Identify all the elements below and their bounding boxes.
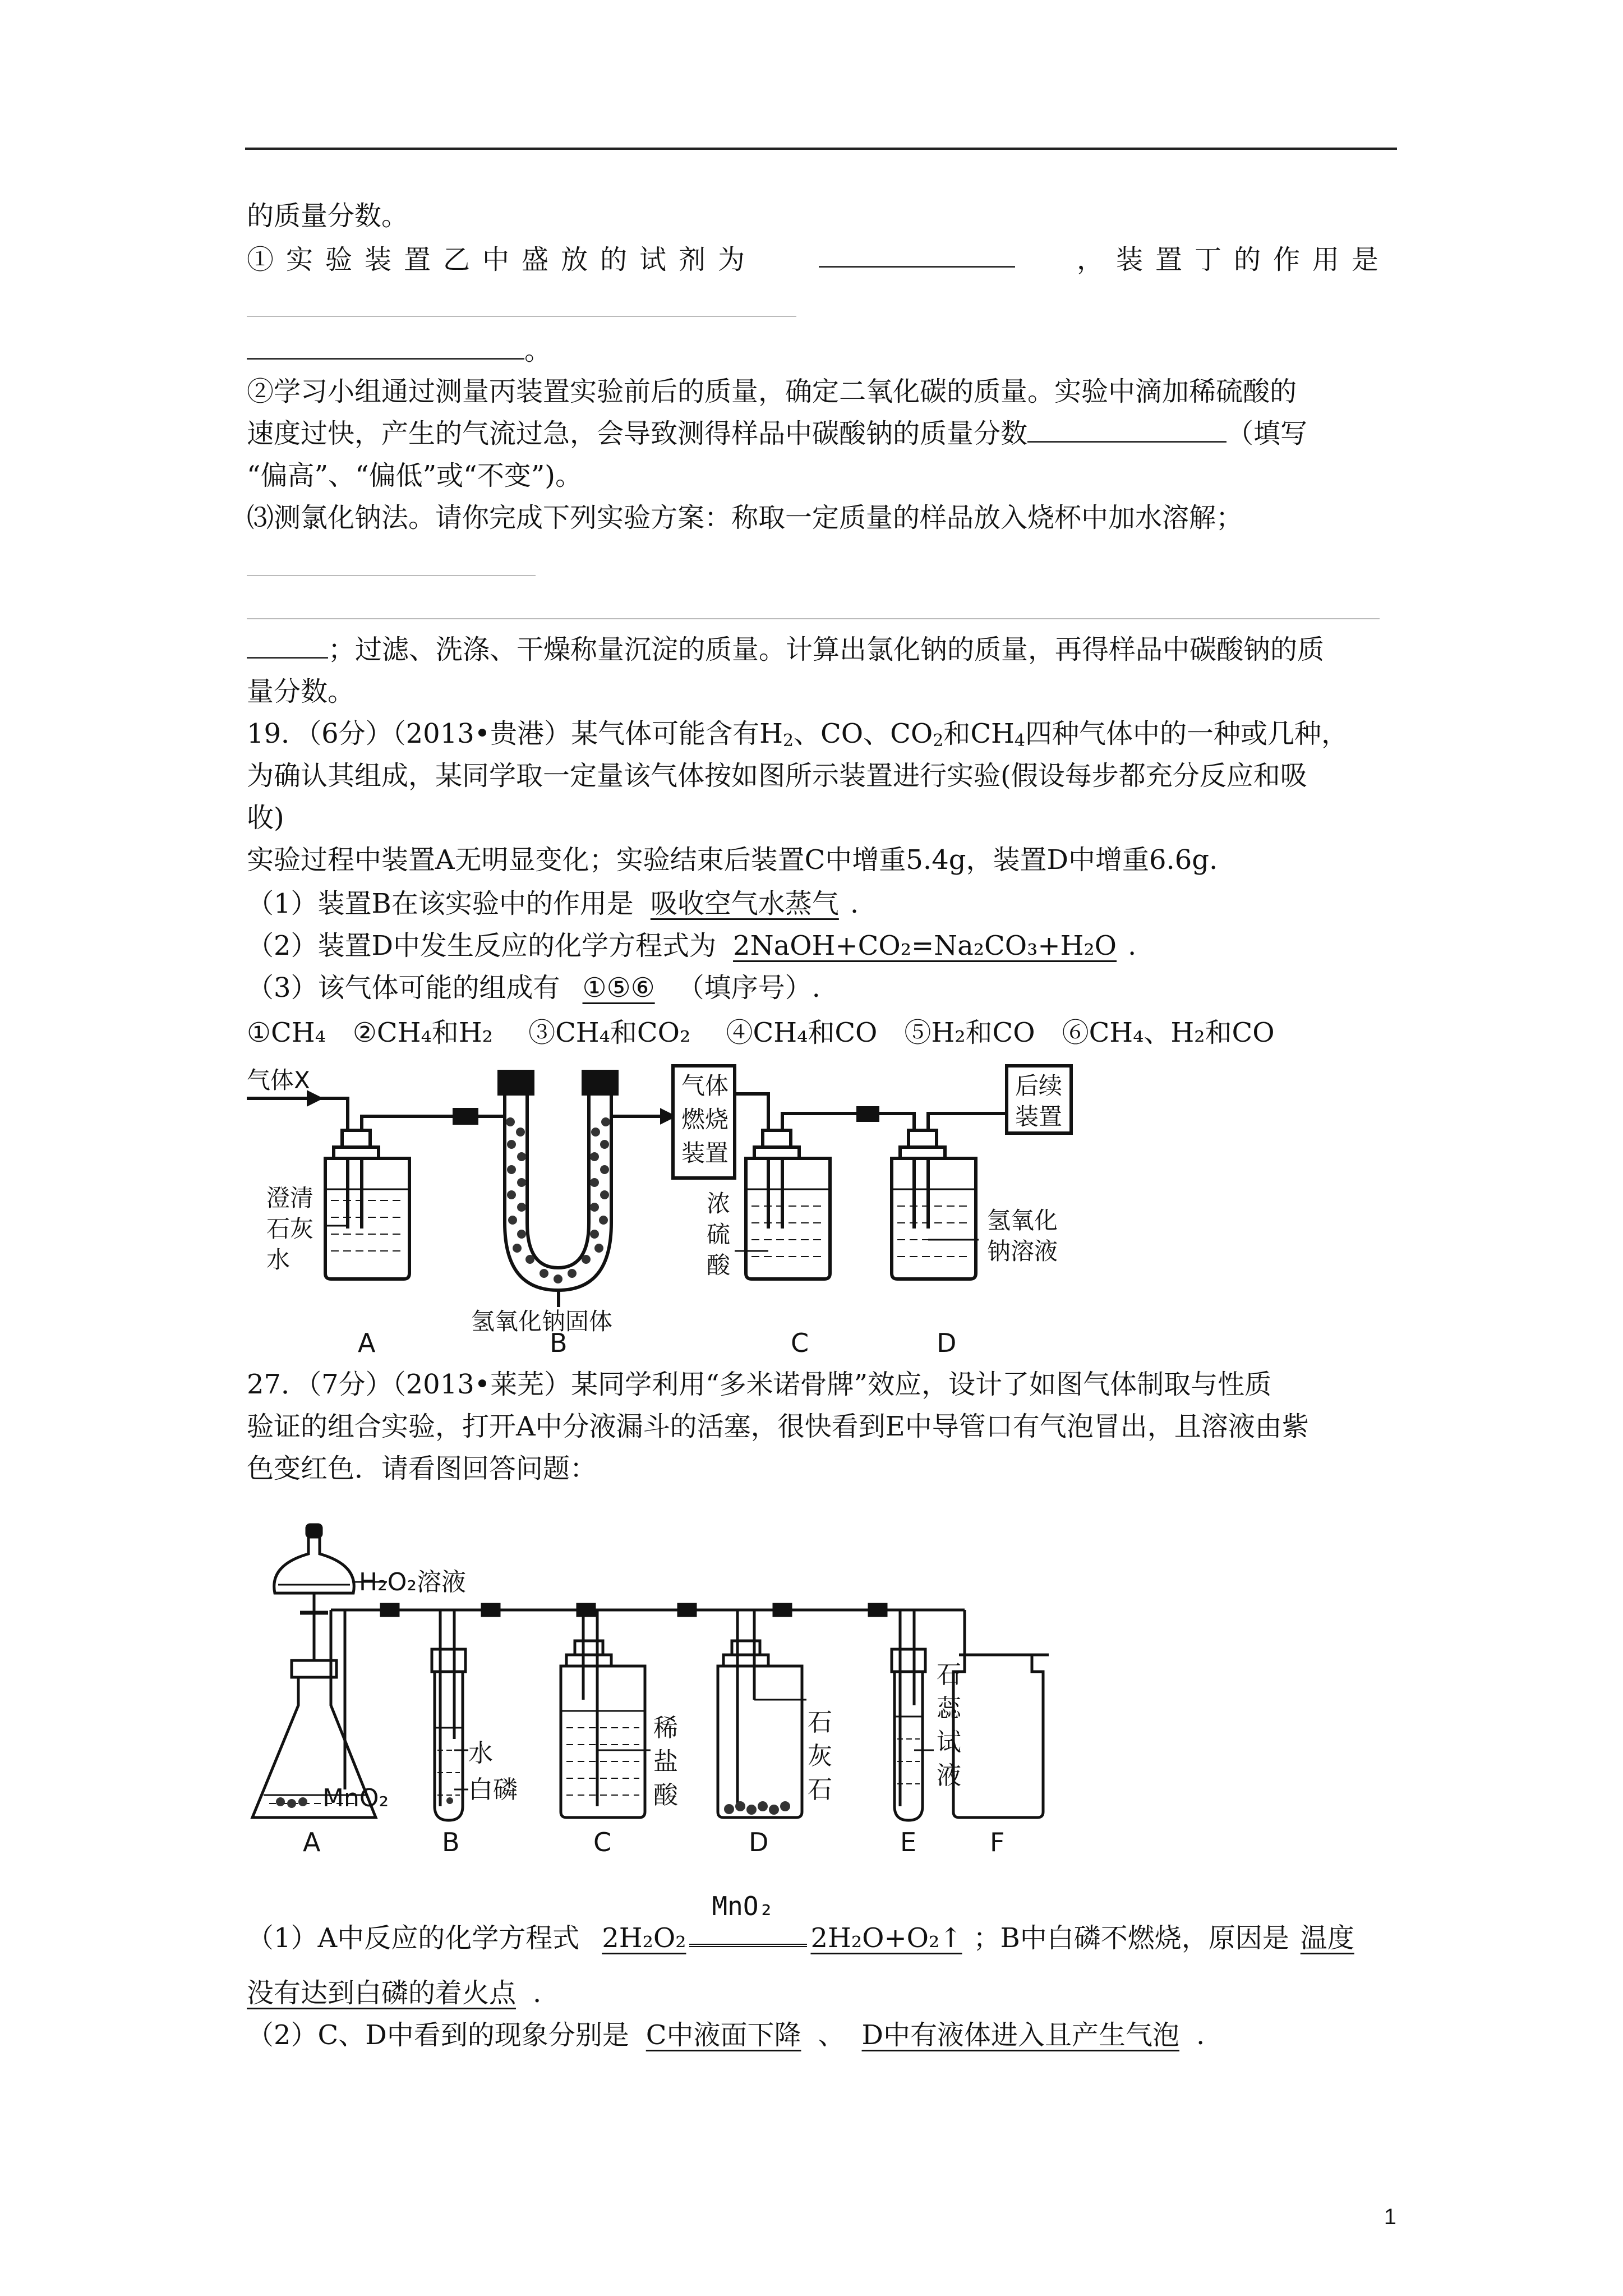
follow-label-1: 后续 — [1015, 1072, 1063, 1099]
bottle-a-label-3: 水 — [266, 1246, 291, 1273]
text-fragment: . — [533, 1977, 542, 2009]
bottle-c-label-3: 酸 — [707, 1251, 731, 1279]
bottle-d-label-3: 石 — [808, 1775, 832, 1804]
answer-text: 没有达到白磷的着火点 — [247, 1977, 517, 2009]
answer-text: C中液面下降 — [645, 2019, 801, 2051]
tube-e-label-4: 液 — [937, 1761, 961, 1790]
text-line: 实验过程中装置A无明显变化；实验结束后装置C中增重5.4g，装置D中增重6.6g. — [247, 844, 1218, 876]
text-line: 为确认其组成，某同学取一定量该气体按如图所示装置进行实验(假设每步都充分反应和吸 — [247, 760, 1307, 792]
answer-text: 2NaOH+CO₂=Na₂CO₃+H₂O — [733, 930, 1117, 961]
equation-arrow — [689, 1891, 807, 1947]
text-fragment: 和CH — [943, 718, 1015, 749]
question-part: （1）装置B在该实验中的作用是 吸收空气水蒸气 . — [247, 888, 859, 919]
question-19-header: 19．（6分）（2013•贵港）某气体可能含有$H_2$、CO、$CO_2$和$CH_4$四种气体中的一种或几种， — [247, 718, 1349, 751]
text-fragment: 、CO、CO — [794, 718, 933, 749]
text-line: ⑶测氯化钠法。请你完成下列实验方案：称取一定质量的样品放入烧杯中加水溶解； — [247, 502, 1243, 533]
funnel-label: H₂O₂溶液 — [359, 1568, 466, 1596]
text-fragment: （3）该气体可能的组成有 — [247, 972, 560, 1004]
bottle-c-label-2: 盐 — [653, 1747, 678, 1776]
letter-a: A — [358, 1328, 376, 1358]
letter-d: D — [937, 1328, 957, 1358]
bottle-c-label-2: 硫 — [707, 1221, 731, 1248]
options-line: ①CH₄ ②CH₄和H₂ ③CH₄和CO₂ ④CH₄和CO ⑤H₂和CO ⑥CH₄、H₂和CO — [247, 1017, 1275, 1048]
equation-lhs: 2H₂O₂ — [602, 1922, 686, 1954]
equation-rhs: 2H₂O+O₂↑ — [810, 1922, 962, 1954]
text-fragment: 19．（6分）（2013•贵港）某气体可能含有H — [247, 718, 783, 749]
answer-blank[interactable] — [819, 241, 1015, 268]
letter-a: A — [303, 1827, 321, 1857]
text-line: 的质量分数。 — [247, 200, 409, 232]
burner-label-2: 燃烧 — [681, 1106, 729, 1133]
letter-c: C — [593, 1827, 612, 1857]
text-fragment: . — [1196, 2019, 1205, 2051]
answer-blank[interactable] — [247, 575, 536, 576]
letter-b: B — [442, 1827, 460, 1857]
follow-label-2: 装置 — [1015, 1103, 1063, 1130]
answer-blank[interactable] — [247, 316, 796, 317]
gas-x-label: 气体X — [247, 1066, 310, 1094]
answer-blank[interactable] — [247, 333, 524, 360]
question-part — [247, 1891, 1354, 1957]
text-line: 收) — [247, 802, 284, 834]
text-fragment: 速度过快，产生的气流过急，会导致测得样品中碳酸钠的质量分数 — [247, 418, 1028, 449]
text-fragment: 。 — [524, 335, 552, 366]
page-number: 1 — [1384, 2205, 1396, 2229]
question-part — [247, 1975, 541, 2012]
bottle-d-label-2: 灰 — [808, 1742, 832, 1770]
burner-label-1: 气体 — [681, 1072, 729, 1099]
bottle-a-label-1: 澄清 — [266, 1184, 314, 1212]
text-fragment: （1）A中反应的化学方程式 — [247, 1922, 580, 1954]
tube-e-label-1: 石 — [937, 1660, 961, 1689]
question-line — [247, 631, 1324, 668]
answer-text: ①⑤⑥ — [582, 972, 655, 1004]
text-line: “偏高”、“偏低”或“不变”)。 — [247, 460, 582, 491]
text-fragment: （2）装置D中发生反应的化学方程式为 — [247, 930, 717, 961]
apparatus-diagram-1 — [241, 1060, 1082, 1363]
answer-text: D中有液体进入且产生气泡 — [861, 2019, 1180, 2051]
bottle-c-label-3: 酸 — [653, 1781, 678, 1810]
bottle-d-label-1: 氢氧化 — [987, 1207, 1058, 1234]
letter-f: F — [990, 1827, 1005, 1857]
text-fragment: ；过滤、洗涤、干燥称量沉淀的质量。计算出氯化钠的质量，再得样品中碳酸钠的质 — [328, 634, 1325, 665]
header-rule — [245, 148, 1397, 150]
text-fragment: （填序号）. — [677, 972, 820, 1004]
letter-c: C — [791, 1328, 809, 1358]
bottle-c-label-1: 浓 — [707, 1190, 731, 1217]
u-tube-label: 氢氧化钠固体 — [471, 1308, 613, 1335]
burner-label-3: 装置 — [681, 1139, 729, 1167]
text-line: ②学习小组通过测量丙装置实验前后的质量，确定二氧化碳的质量。实验中滴加稀硫酸的 — [247, 376, 1297, 407]
text-fragment: ①实验装置乙中盛放的试剂为 — [247, 244, 758, 275]
text-line: 验证的组合实验，打开A中分液漏斗的活塞，很快看到E中导管口有气泡冒出，且溶液由紫 — [247, 1411, 1309, 1442]
letter-e: E — [900, 1827, 917, 1857]
question-line — [247, 332, 551, 369]
tube-e-label-2: 蕊 — [937, 1694, 961, 1723]
answer-blank[interactable] — [1027, 416, 1227, 443]
bottle-c-label-1: 稀 — [653, 1714, 678, 1742]
question-line — [247, 241, 1391, 278]
text-line: 量分数。 — [247, 676, 355, 707]
text-line: 27．（7分）（2013•莱芜）某同学利用“多米诺骨牌”效应，设计了如图气体制取与性质 — [247, 1369, 1272, 1400]
tube-b-water-label: 水 — [468, 1739, 493, 1768]
text-fragment: ，装置丁的作用是 — [1076, 244, 1391, 275]
bottle-d-label-2: 钠溶液 — [987, 1237, 1058, 1265]
text-fragment: （1）装置B在该实验中的作用是 — [247, 888, 634, 919]
catalyst-label: MnO₂ — [712, 1891, 774, 1921]
answer-blank[interactable] — [247, 632, 328, 659]
text-fragment: （填写 — [1227, 418, 1308, 449]
answer-text: 温度 — [1300, 1922, 1354, 1954]
tube-b-phosphorus-label: 白磷 — [468, 1775, 518, 1804]
text-fragment: （2）C、D中看到的现象分别是 — [247, 2019, 629, 2051]
mno2-label: MnO₂ — [322, 1784, 389, 1812]
bottle-a-label-2: 石灰 — [266, 1215, 314, 1243]
text-fragment: 四种气体中的一种或几种， — [1025, 718, 1349, 749]
question-part: （2）装置D中发生反应的化学方程式为 2NaOH+CO₂=Na₂CO₃+H₂O . — [247, 930, 1137, 961]
question-part — [247, 969, 820, 1006]
question-part — [247, 2017, 1205, 2054]
apparatus-diagram-2 — [247, 1515, 1099, 1885]
bottle-d-label-1: 石 — [808, 1708, 832, 1737]
question-line — [247, 415, 1307, 452]
text-line: 色变红色．请看图回答问题： — [247, 1453, 597, 1484]
letter-b: B — [550, 1328, 568, 1358]
tube-e-label-3: 试 — [937, 1728, 961, 1756]
answer-text: 吸收空气水蒸气 — [650, 888, 839, 919]
letter-d: D — [749, 1827, 769, 1857]
text-fragment: 、 — [818, 2019, 845, 2051]
answer-blank[interactable] — [247, 618, 1380, 619]
text-fragment: ；B中白磷不燃烧，原因是 — [973, 1922, 1289, 1954]
